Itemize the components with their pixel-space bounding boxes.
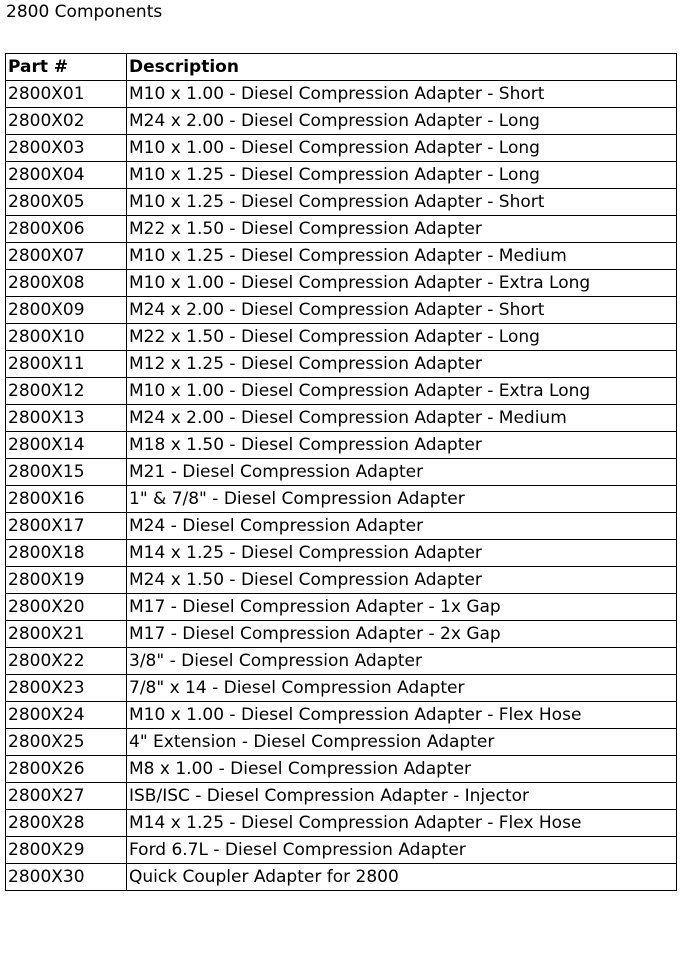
table-row xyxy=(6,270,677,297)
description-cell: 7/8" x 14 - Diesel Compression Adapter xyxy=(127,675,677,702)
description-cell: M21 - Diesel Compression Adapter xyxy=(127,459,677,486)
part-number-cell: 2800X19 xyxy=(6,567,127,594)
part-number-cell: 2800X06 xyxy=(6,216,127,243)
description-header: Description xyxy=(127,54,677,81)
table-row xyxy=(6,675,677,702)
table-row xyxy=(6,135,677,162)
part-number-cell: 2800X21 xyxy=(6,621,127,648)
description-cell: M10 x 1.25 - Diesel Compression Adapter - Long xyxy=(127,162,677,189)
description-cell: Quick Coupler Adapter for 2800 xyxy=(127,864,677,891)
part-number-cell: 2800X02 xyxy=(6,108,127,135)
part-number-cell: 2800X30 xyxy=(6,864,127,891)
table-row xyxy=(6,216,677,243)
part-number-header: Part # xyxy=(6,54,127,81)
table-row xyxy=(6,243,677,270)
part-number-cell: 2800X04 xyxy=(6,162,127,189)
table-row xyxy=(6,621,677,648)
part-number-cell: 2800X13 xyxy=(6,405,127,432)
part-number-cell: 2800X25 xyxy=(6,729,127,756)
description-cell: M14 x 1.25 - Diesel Compression Adapter - Flex Hose xyxy=(127,810,677,837)
description-cell: 3/8" - Diesel Compression Adapter xyxy=(127,648,677,675)
table-row xyxy=(6,324,677,351)
part-number-cell: 2800X03 xyxy=(6,135,127,162)
part-number-cell: 2800X15 xyxy=(6,459,127,486)
part-number-cell: 2800X16 xyxy=(6,486,127,513)
part-number-cell: 2800X27 xyxy=(6,783,127,810)
table-row xyxy=(6,810,677,837)
part-number-cell: 2800X24 xyxy=(6,702,127,729)
description-cell: M24 - Diesel Compression Adapter xyxy=(127,513,677,540)
part-number-cell: 2800X18 xyxy=(6,540,127,567)
part-number-cell: 2800X12 xyxy=(6,378,127,405)
description-cell: M22 x 1.50 - Diesel Compression Adapter xyxy=(127,216,677,243)
description-cell: M10 x 1.25 - Diesel Compression Adapter - Medium xyxy=(127,243,677,270)
components-table xyxy=(5,53,677,891)
table-row xyxy=(6,513,677,540)
description-cell: M24 x 1.50 - Diesel Compression Adapter xyxy=(127,567,677,594)
description-cell: 4" Extension - Diesel Compression Adapter xyxy=(127,729,677,756)
table-row xyxy=(6,594,677,621)
description-cell: M10 x 1.25 - Diesel Compression Adapter - Short xyxy=(127,189,677,216)
description-cell: M8 x 1.00 - Diesel Compression Adapter xyxy=(127,756,677,783)
description-cell: M24 x 2.00 - Diesel Compression Adapter - Short xyxy=(127,297,677,324)
table-row xyxy=(6,486,677,513)
description-cell: M22 x 1.50 - Diesel Compression Adapter - Long xyxy=(127,324,677,351)
table-row xyxy=(6,432,677,459)
table-row xyxy=(6,81,677,108)
table-row xyxy=(6,189,677,216)
table-row xyxy=(6,567,677,594)
part-number-cell: 2800X08 xyxy=(6,270,127,297)
part-number-cell: 2800X28 xyxy=(6,810,127,837)
part-number-cell: 2800X23 xyxy=(6,675,127,702)
description-cell: M10 x 1.00 - Diesel Compression Adapter - Extra Long xyxy=(127,378,677,405)
table-row xyxy=(6,837,677,864)
part-number-cell: 2800X22 xyxy=(6,648,127,675)
table-row xyxy=(6,540,677,567)
description-cell: ISB/ISC - Diesel Compression Adapter - Injector xyxy=(127,783,677,810)
table-row xyxy=(6,729,677,756)
table-row xyxy=(6,162,677,189)
description-cell: M17 - Diesel Compression Adapter - 2x Gap xyxy=(127,621,677,648)
table-header-row xyxy=(6,54,677,81)
description-cell: M24 x 2.00 - Diesel Compression Adapter - Medium xyxy=(127,405,677,432)
part-number-cell: 2800X10 xyxy=(6,324,127,351)
part-number-cell: 2800X11 xyxy=(6,351,127,378)
table-row xyxy=(6,108,677,135)
part-number-cell: 2800X09 xyxy=(6,297,127,324)
description-cell: M24 x 2.00 - Diesel Compression Adapter - Long xyxy=(127,108,677,135)
description-cell: M14 x 1.25 - Diesel Compression Adapter xyxy=(127,540,677,567)
table-row xyxy=(6,783,677,810)
table-row xyxy=(6,351,677,378)
description-cell: M10 x 1.00 - Diesel Compression Adapter - Extra Long xyxy=(127,270,677,297)
part-number-cell: 2800X29 xyxy=(6,837,127,864)
page-title: 2800 Components xyxy=(6,2,163,22)
description-cell: M10 x 1.00 - Diesel Compression Adapter - Flex Hose xyxy=(127,702,677,729)
description-cell: M17 - Diesel Compression Adapter - 1x Gap xyxy=(127,594,677,621)
table-row xyxy=(6,405,677,432)
table-row xyxy=(6,378,677,405)
part-number-cell: 2800X26 xyxy=(6,756,127,783)
description-cell: M10 x 1.00 - Diesel Compression Adapter - Long xyxy=(127,135,677,162)
table-row xyxy=(6,756,677,783)
table-row xyxy=(6,648,677,675)
table-row xyxy=(6,459,677,486)
part-number-cell: 2800X01 xyxy=(6,81,127,108)
part-number-cell: 2800X14 xyxy=(6,432,127,459)
part-number-cell: 2800X07 xyxy=(6,243,127,270)
description-cell: M12 x 1.25 - Diesel Compression Adapter xyxy=(127,351,677,378)
description-cell: M18 x 1.50 - Diesel Compression Adapter xyxy=(127,432,677,459)
part-number-cell: 2800X20 xyxy=(6,594,127,621)
part-number-cell: 2800X17 xyxy=(6,513,127,540)
table-row xyxy=(6,702,677,729)
table-row xyxy=(6,297,677,324)
description-cell: M10 x 1.00 - Diesel Compression Adapter - Short xyxy=(127,81,677,108)
description-cell: Ford 6.7L - Diesel Compression Adapter xyxy=(127,837,677,864)
part-number-cell: 2800X05 xyxy=(6,189,127,216)
table-row xyxy=(6,864,677,891)
description-cell: 1" & 7/8" - Diesel Compression Adapter xyxy=(127,486,677,513)
